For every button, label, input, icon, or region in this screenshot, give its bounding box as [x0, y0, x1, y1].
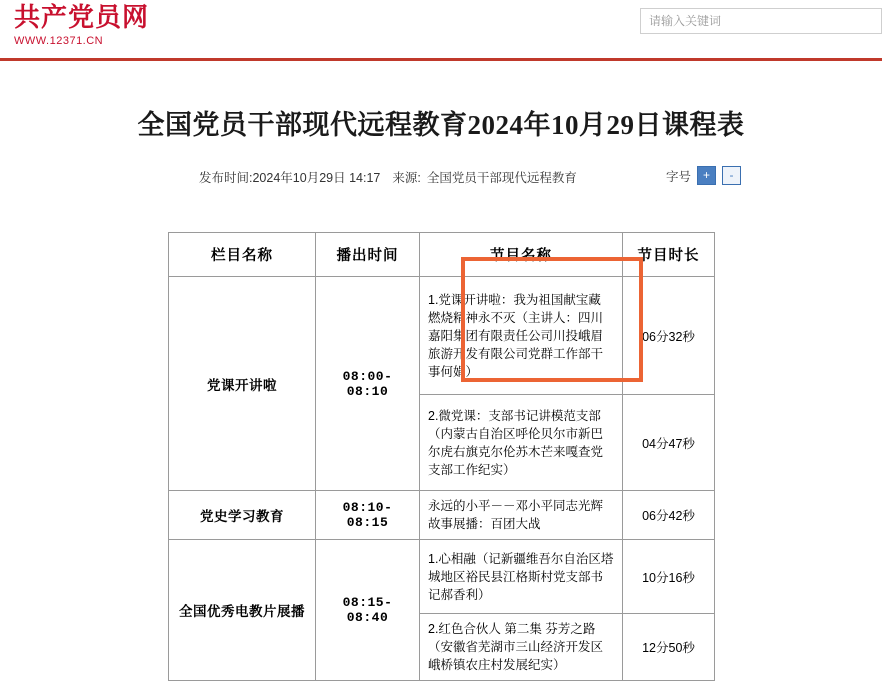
schedule-table [168, 232, 715, 681]
cell-program-name: 2.微党课：支部书记讲模范支部（内蒙古自治区呼伦贝尔市新巴尔虎右旗克尔伦苏木芒来嘎查党支部工作纪实） [420, 395, 623, 491]
cell-duration: 12分50秒 [623, 614, 715, 681]
column-header-name: 栏目名称 [169, 233, 316, 277]
cell-column-name: 全国优秀电教片展播 [169, 540, 316, 681]
article-content [0, 61, 882, 681]
cell-duration: 06分42秒 [623, 491, 715, 540]
column-header-duration: 节目时长 [623, 233, 715, 277]
table-row [169, 277, 715, 395]
schedule-table-wrap [0, 232, 882, 681]
font-size-label: 字号 [666, 169, 692, 184]
cell-program-name: 永远的小平－－邓小平同志光辉故事展播：百团大战 [420, 491, 623, 540]
site-header [0, 0, 882, 61]
cell-program-name: 2.红色合伙人 第二集 芬芳之路（安徽省芜湖市三山经济开发区峨桥镇农庄村发展纪实） [420, 614, 623, 681]
table-row [169, 540, 715, 614]
column-header-time: 播出时间 [316, 233, 420, 277]
cell-duration: 06分32秒 [623, 277, 715, 395]
cell-broadcast-time: 08:15-08:40 [316, 540, 420, 681]
search-box[interactable] [640, 8, 882, 34]
font-size-control [666, 166, 741, 185]
cell-duration: 04分47秒 [623, 395, 715, 491]
publish-time: 2024年10月29日 14:17 [252, 171, 381, 185]
site-logo-url: WWW.12371.CN [14, 35, 104, 47]
article-meta [0, 166, 882, 188]
font-size-decrease-button[interactable]: - [722, 166, 741, 185]
cell-duration: 10分16秒 [623, 540, 715, 614]
source-label: 来源: [392, 171, 421, 185]
column-header-program: 节目名称 [420, 233, 623, 277]
font-size-increase-button[interactable]: + [697, 166, 716, 185]
site-logo[interactable] [14, 4, 174, 47]
site-logo-title: 共产党员网 [14, 3, 150, 32]
cell-program-name: 1.党课开讲啦：我为祖国献宝藏 燃烧精神永不灭（主讲人：四川嘉阳集团有限责任公司川投峨眉旅游开发有限公司党群工作部干事何娟） [420, 277, 623, 395]
meta-publish-source [199, 168, 577, 186]
cell-column-name: 党课开讲啦 [169, 277, 316, 491]
cell-broadcast-time: 08:10-08:15 [316, 491, 420, 540]
table-row [169, 491, 715, 540]
page-title: 全国党员干部现代远程教育2024年10月29日课程表 [137, 110, 745, 140]
cell-program-name: 1.心相融（记新疆维吾尔自治区塔城地区裕民县江格斯村党支部书记郝香利） [420, 540, 623, 614]
publish-label: 发布时间: [199, 171, 253, 185]
cell-broadcast-time: 08:00-08:10 [316, 277, 420, 491]
table-header-row [169, 233, 715, 277]
cell-column-name: 党史学习教育 [169, 491, 316, 540]
source-value: 全国党员干部现代远程教育 [426, 171, 577, 185]
search-input[interactable] [641, 9, 881, 33]
